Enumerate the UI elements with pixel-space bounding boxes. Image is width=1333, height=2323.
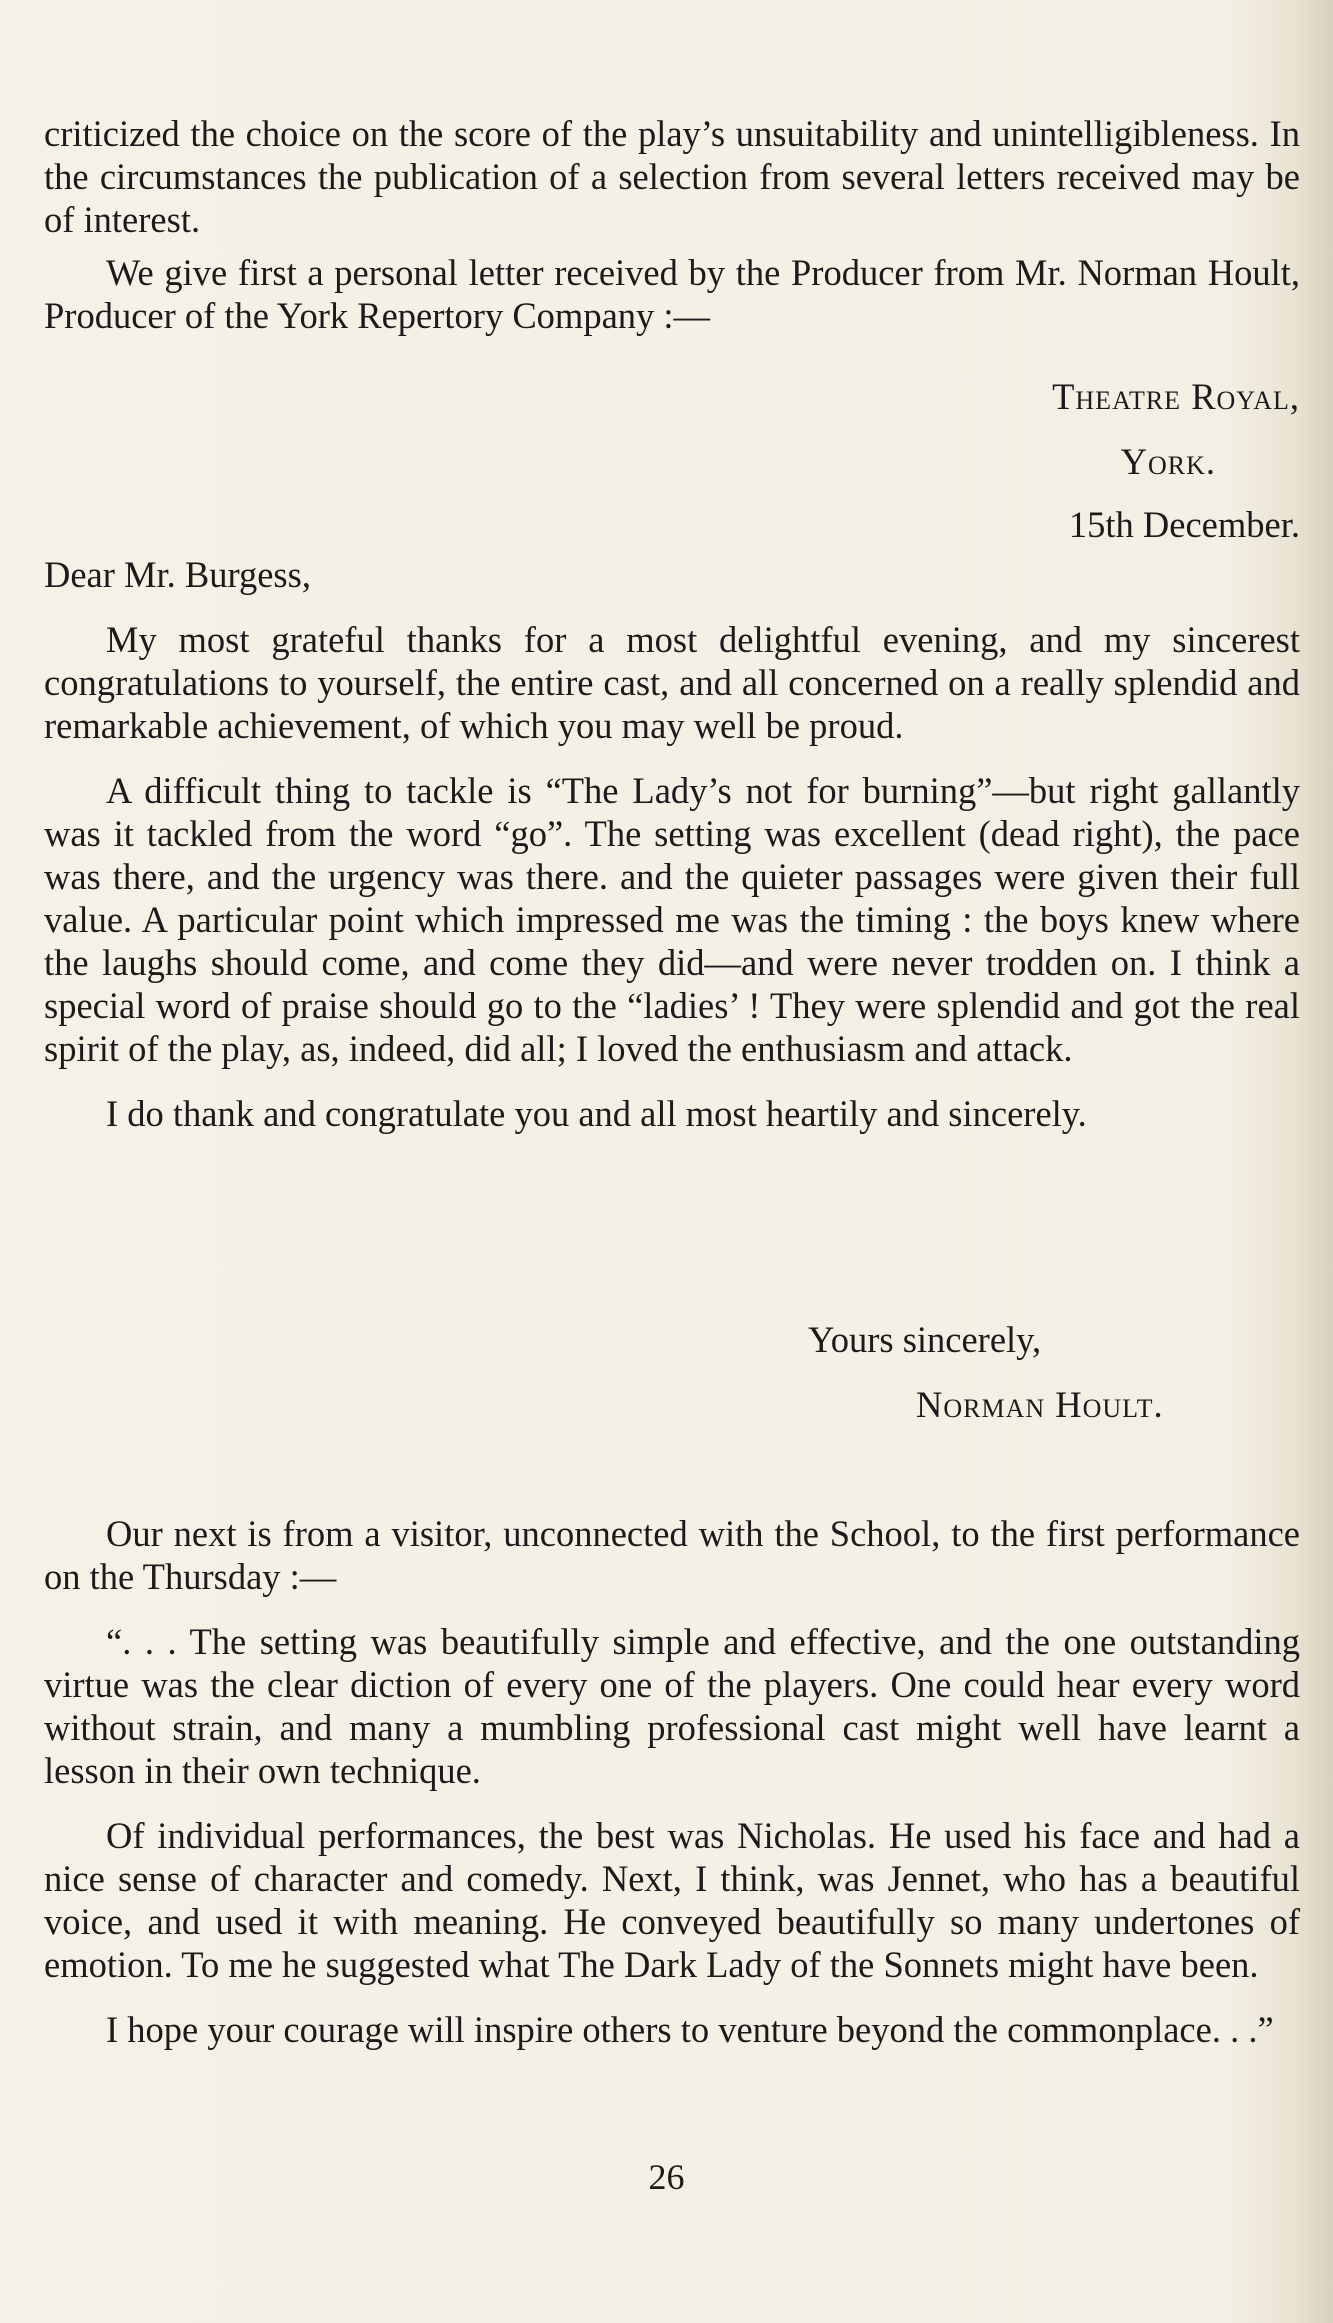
letter-salutation: Dear Mr. Burgess,	[44, 554, 311, 595]
letter-closing-wrap	[808, 1318, 1308, 1361]
letter-paragraph-2: A difficult thing to tackle is “The Lady’s not for burning”—but right gallantly was it tackled from the word “go”. The setting was excellent (dead right), the pace was there, and the urgency was there. and the quieter passages were given their full value. A particular point which impressed me was the timing : the boys knew where the laughs should come, and come they did—and were never trodden on. I think a special word of praise should go to the “ladies’ ! They were splendid and got the real spirit of the play, as, indeed, did all; I loved the enthusiasm and attack.	[44, 770, 1300, 1069]
visitor-section	[44, 1512, 1300, 2051]
letter-signature-wrap	[916, 1383, 1316, 1426]
letter-date: 15th December.	[1068, 504, 1300, 545]
letter-date-wrap	[44, 503, 1300, 546]
intro-paragraph-1: criticized the choice on the score of the play’s unsuitability and unintelligibleness. In the circumstances the publication of a selection from several letters received may be of interest.	[44, 113, 1300, 240]
letter-address	[44, 375, 1300, 418]
intro-section	[44, 112, 1300, 337]
intro-paragraph-2: We give first a personal letter received by the Producer from Mr. Norman Hoult, Producer of the York Repertory Company :—	[44, 252, 1300, 336]
letter-paragraph-1: My most grateful thanks for a most delightful evening, and my sincerest congratulations to yourself, the entire cast, and all concerned on a really splendid and remarkable achievement, of which you may well be proud.	[44, 619, 1300, 746]
visitor-paragraph-1: “. . . The setting was beautifully simple and effective, and the one outstanding virtue was the clear diction of every one of the players. One could hear every word without strain, and many a mumbling professional cast might well have learnt a lesson in their own technique.	[44, 1621, 1300, 1791]
letter-paragraph-3: I do thank and congratulate you and all most heartily and sincerely.	[106, 1093, 1087, 1134]
address-line-2-wrap	[44, 440, 1216, 483]
page-number: 26	[648, 2157, 685, 2197]
address-line-2: York.	[1120, 441, 1216, 482]
visitor-paragraph-3: I hope your courage will inspire others to venture beyond the commonplace. . .”	[106, 2009, 1274, 2050]
letter-closing: Yours sincerely,	[808, 1319, 1042, 1360]
visitor-paragraph-2: Of individual performances, the best was Nicholas. He used his face and had a nice sense of character and comedy. Next, I think, was Jennet, who has a beautiful voice, and used it with meaning. He conveyed beautifully so many undertones of emotion. To me he suggested what The Dark Lady of the Sonnets might have been.	[44, 1815, 1300, 1985]
letter-body	[44, 553, 1300, 1135]
address-line-1: Theatre Royal,	[1052, 376, 1300, 417]
letter-signature: Norman Hoult.	[916, 1384, 1164, 1425]
visitor-intro: Our next is from a visitor, unconnected with the School, to the first performance on the Thursday :—	[44, 1513, 1300, 1597]
